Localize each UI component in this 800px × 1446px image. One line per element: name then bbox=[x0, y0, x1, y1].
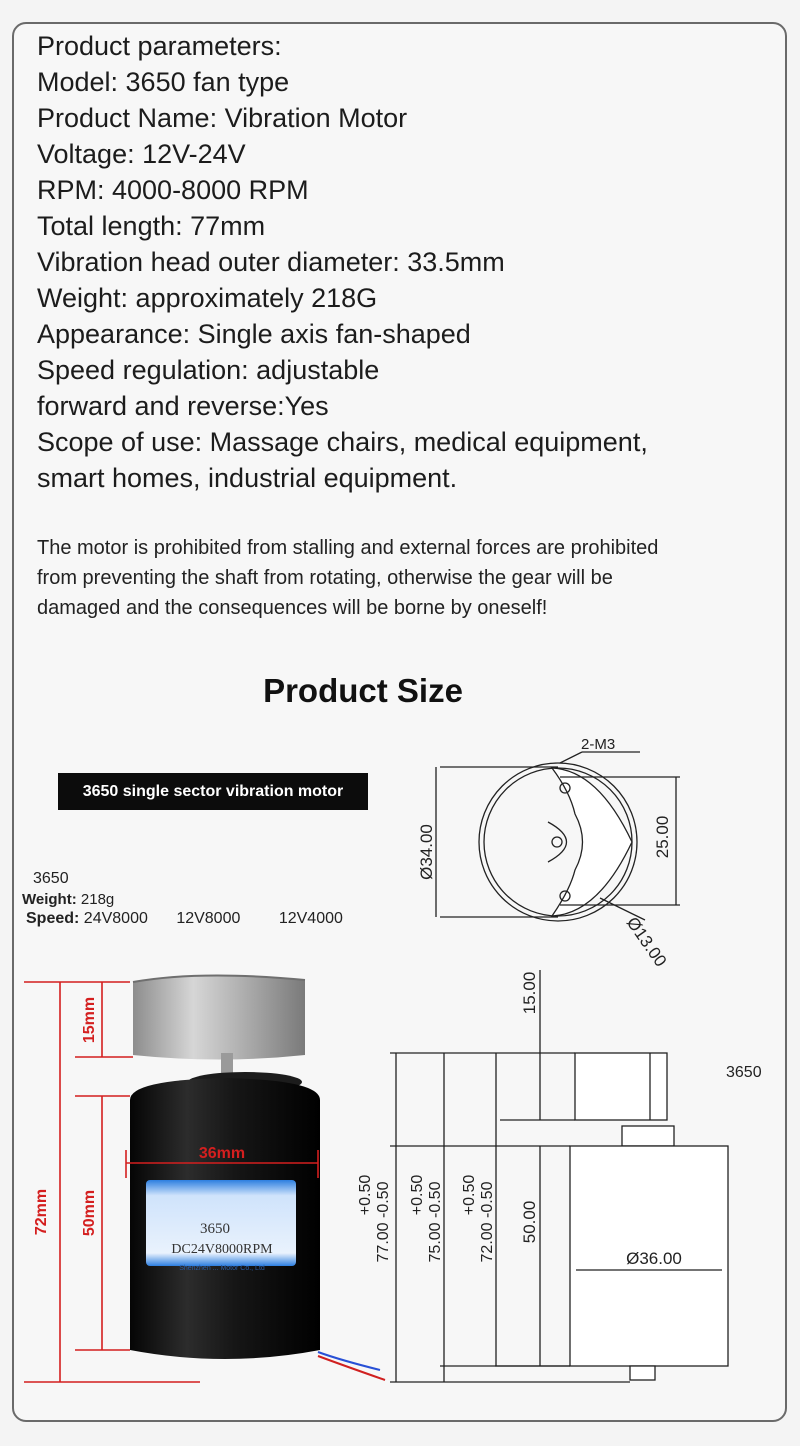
motor-photo bbox=[24, 975, 385, 1382]
side-view-code: 3650 bbox=[726, 1064, 762, 1081]
label-model: 3650 bbox=[200, 1221, 230, 1237]
body-diameter-label: Ø36.00 bbox=[626, 1249, 682, 1268]
param-head-diameter: Vibration head outer diameter: 33.5mm bbox=[37, 247, 505, 277]
parameters-heading: Product parameters: bbox=[37, 31, 282, 61]
param-direction: forward and reverse:Yes bbox=[37, 391, 329, 421]
spec-weight-value: 218g bbox=[80, 891, 115, 908]
dim-72mm: 72mm bbox=[33, 1188, 50, 1236]
total-75-label: 75.00 -0.50 bbox=[427, 1181, 444, 1263]
spec-code: 3650 bbox=[33, 870, 69, 887]
side-view-drawing bbox=[390, 970, 728, 1382]
param-rpm: RPM: 4000-8000 RPM bbox=[37, 175, 309, 205]
param-voltage: Voltage: 12V-24V bbox=[37, 139, 246, 169]
param-scope-2: smart homes, industrial equipment. bbox=[37, 463, 458, 493]
spec-speed-label: Speed: bbox=[26, 910, 80, 927]
spec-weight-label: Weight: bbox=[22, 891, 77, 908]
label-rating: DC24V8000RPM bbox=[171, 1242, 273, 1257]
dim-15mm: 15mm bbox=[81, 996, 98, 1044]
tolerance-plus: +0.50 bbox=[461, 1174, 478, 1216]
param-speed-regulation: Speed regulation: adjustable bbox=[37, 355, 380, 385]
tolerance-plus: +0.50 bbox=[409, 1174, 426, 1216]
warning-line: The motor is prohibited from stalling and external forces are prohibited bbox=[37, 537, 659, 559]
dim-36mm: 36mm bbox=[198, 1145, 246, 1162]
total-77-label: 77.00 -0.50 bbox=[375, 1181, 392, 1263]
total-72-label: 72.00 -0.50 bbox=[479, 1181, 496, 1263]
speed-option: 12V4000 bbox=[278, 910, 343, 927]
holes-label: 2-M3 bbox=[581, 736, 616, 753]
top-height-label: 25.00 bbox=[653, 815, 672, 859]
model-banner: 3650 single sector vibration motor bbox=[58, 773, 368, 810]
speed-option: 12V8000 bbox=[176, 910, 241, 927]
vibration-head bbox=[133, 975, 305, 1059]
hub-diameter-label: Ø13.00 bbox=[622, 913, 671, 971]
top-diameter-label: Ø34.00 bbox=[417, 824, 436, 880]
speed-option: 24V8000 bbox=[83, 910, 148, 927]
param-model: Model: 3650 fan type bbox=[37, 67, 290, 97]
top-view-drawing bbox=[436, 752, 680, 921]
param-product-name: Product Name: Vibration Motor bbox=[37, 103, 408, 133]
body-length-label: 50.00 bbox=[520, 1200, 539, 1244]
head-length-label: 15.00 bbox=[520, 971, 539, 1015]
warning-line: from preventing the shaft from rotating, otherwise the gear will be bbox=[37, 567, 613, 589]
tolerance-plus: +0.50 bbox=[357, 1174, 374, 1216]
dim-50mm: 50mm bbox=[81, 1189, 98, 1237]
label-maker: Shenzhen ... Motor Co., Ltd bbox=[179, 1265, 265, 1272]
param-total-length: Total length: 77mm bbox=[37, 211, 266, 241]
param-weight: Weight: approximately 218G bbox=[37, 283, 378, 313]
param-appearance: Appearance: Single axis fan-shaped bbox=[37, 319, 471, 349]
product-size-title: Product Size bbox=[263, 672, 463, 709]
param-scope-1: Scope of use: Massage chairs, medical equipment, bbox=[37, 427, 648, 457]
warning-line: damaged and the consequences will be borne by oneself! bbox=[37, 597, 548, 619]
